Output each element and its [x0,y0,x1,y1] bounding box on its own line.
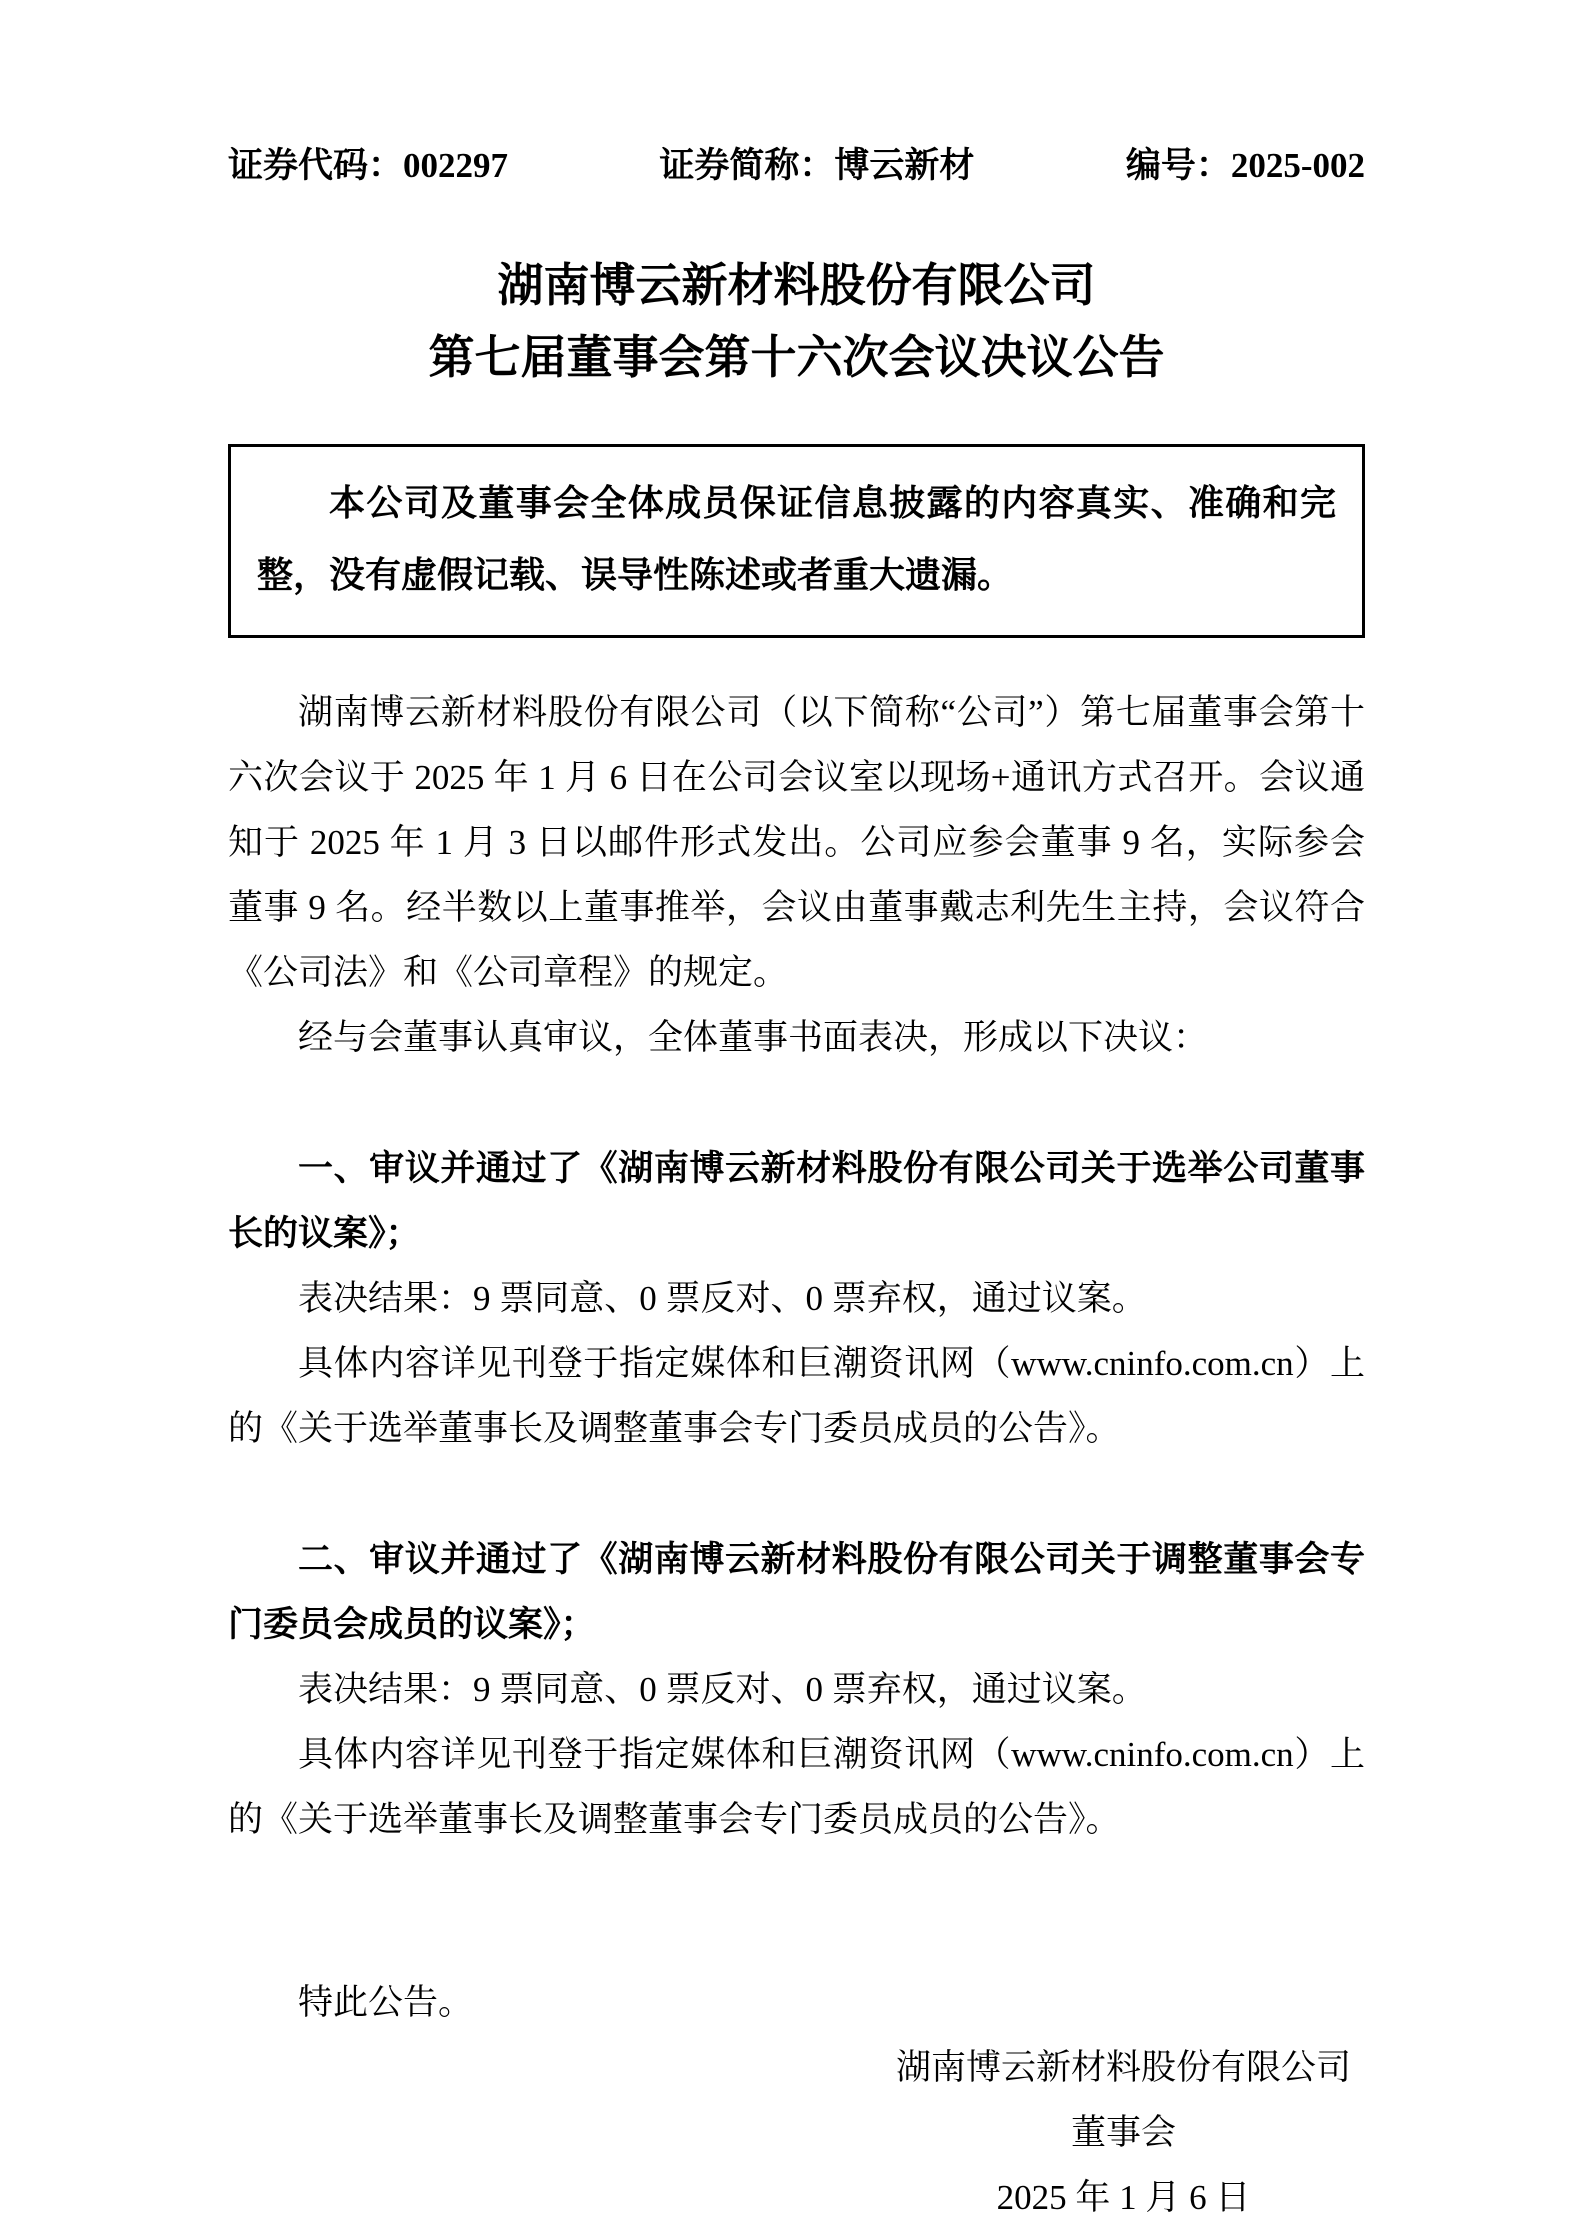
disclaimer-text: 本公司及董事会全体成员保证信息披露的内容真实、准确和完整，没有虚假记载、误导性陈述或者重大遗漏。 [257,483,1336,595]
disclaimer-box [228,444,1365,638]
item-1-detail: 具体内容详见刊登于指定媒体和巨潮资讯网（www.cninfo.com.cn）上的《关于选举董事长及调整董事会专门委员成员的公告》。 [228,1344,1365,1448]
announcement-number: 编号：2025-002 [1125,146,1365,185]
title-meeting-name: 第七届董事会第十六次会议决议公告 [428,332,1165,383]
item-1-vote-result: 表决结果：9 票同意、0 票反对、0 票弃权，通过议案。 [298,1279,1147,1318]
signature-board: 董事会 [1070,2113,1176,2152]
item-1-heading: 一、审议并通过了《湖南博云新材料股份有限公司关于选举公司董事长的议案》； [228,1149,1365,1253]
item-2-heading: 二、审议并通过了《湖南博云新材料股份有限公司关于调整董事会专门委员会成员的议案》； [228,1540,1365,1644]
item-2-vote-result: 表决结果：9 票同意、0 票反对、0 票弃权，通过议案。 [298,1670,1147,1709]
announcement-body [228,680,1365,2035]
title-company-name: 湖南博云新材料股份有限公司 [497,260,1096,311]
item-2-detail: 具体内容详见刊登于指定媒体和巨潮资讯网（www.cninfo.com.cn）上的《关于选举董事长及调整董事会专门委员成员的公告》。 [228,1735,1365,1839]
announcement-title [228,250,1365,394]
signature-date: 2025 年 1 月 6 日 [996,2178,1251,2217]
signature-block [896,2035,1351,2230]
securities-header-row [228,138,1365,188]
closing-statement: 特此公告。 [298,1983,474,2022]
stock-code: 证券代码：002297 [228,146,509,185]
intro-paragraph: 湖南博云新材料股份有限公司（以下简称“公司”）第七届董事会第十六次会议于 2025 年 1 月 6 日在公司会议室以现场+通讯方式召开。会议通知于 2025 年 1 月 3 日以邮件形式发出。公司应参会董事 9 名，实际参会董事 9 名。经半数以上董事推举，会议由董事戴志利先生主持，会议符合《公司法》和《公司章程》的规定。 [228,693,1365,992]
resolution-note: 经与会董事认真审议，全体董事书面表决，形成以下决议： [298,1018,1209,1057]
stock-short-name: 证券简称：博云新材 [659,146,975,185]
signature-company: 湖南博云新材料股份有限公司 [895,2048,1351,2087]
